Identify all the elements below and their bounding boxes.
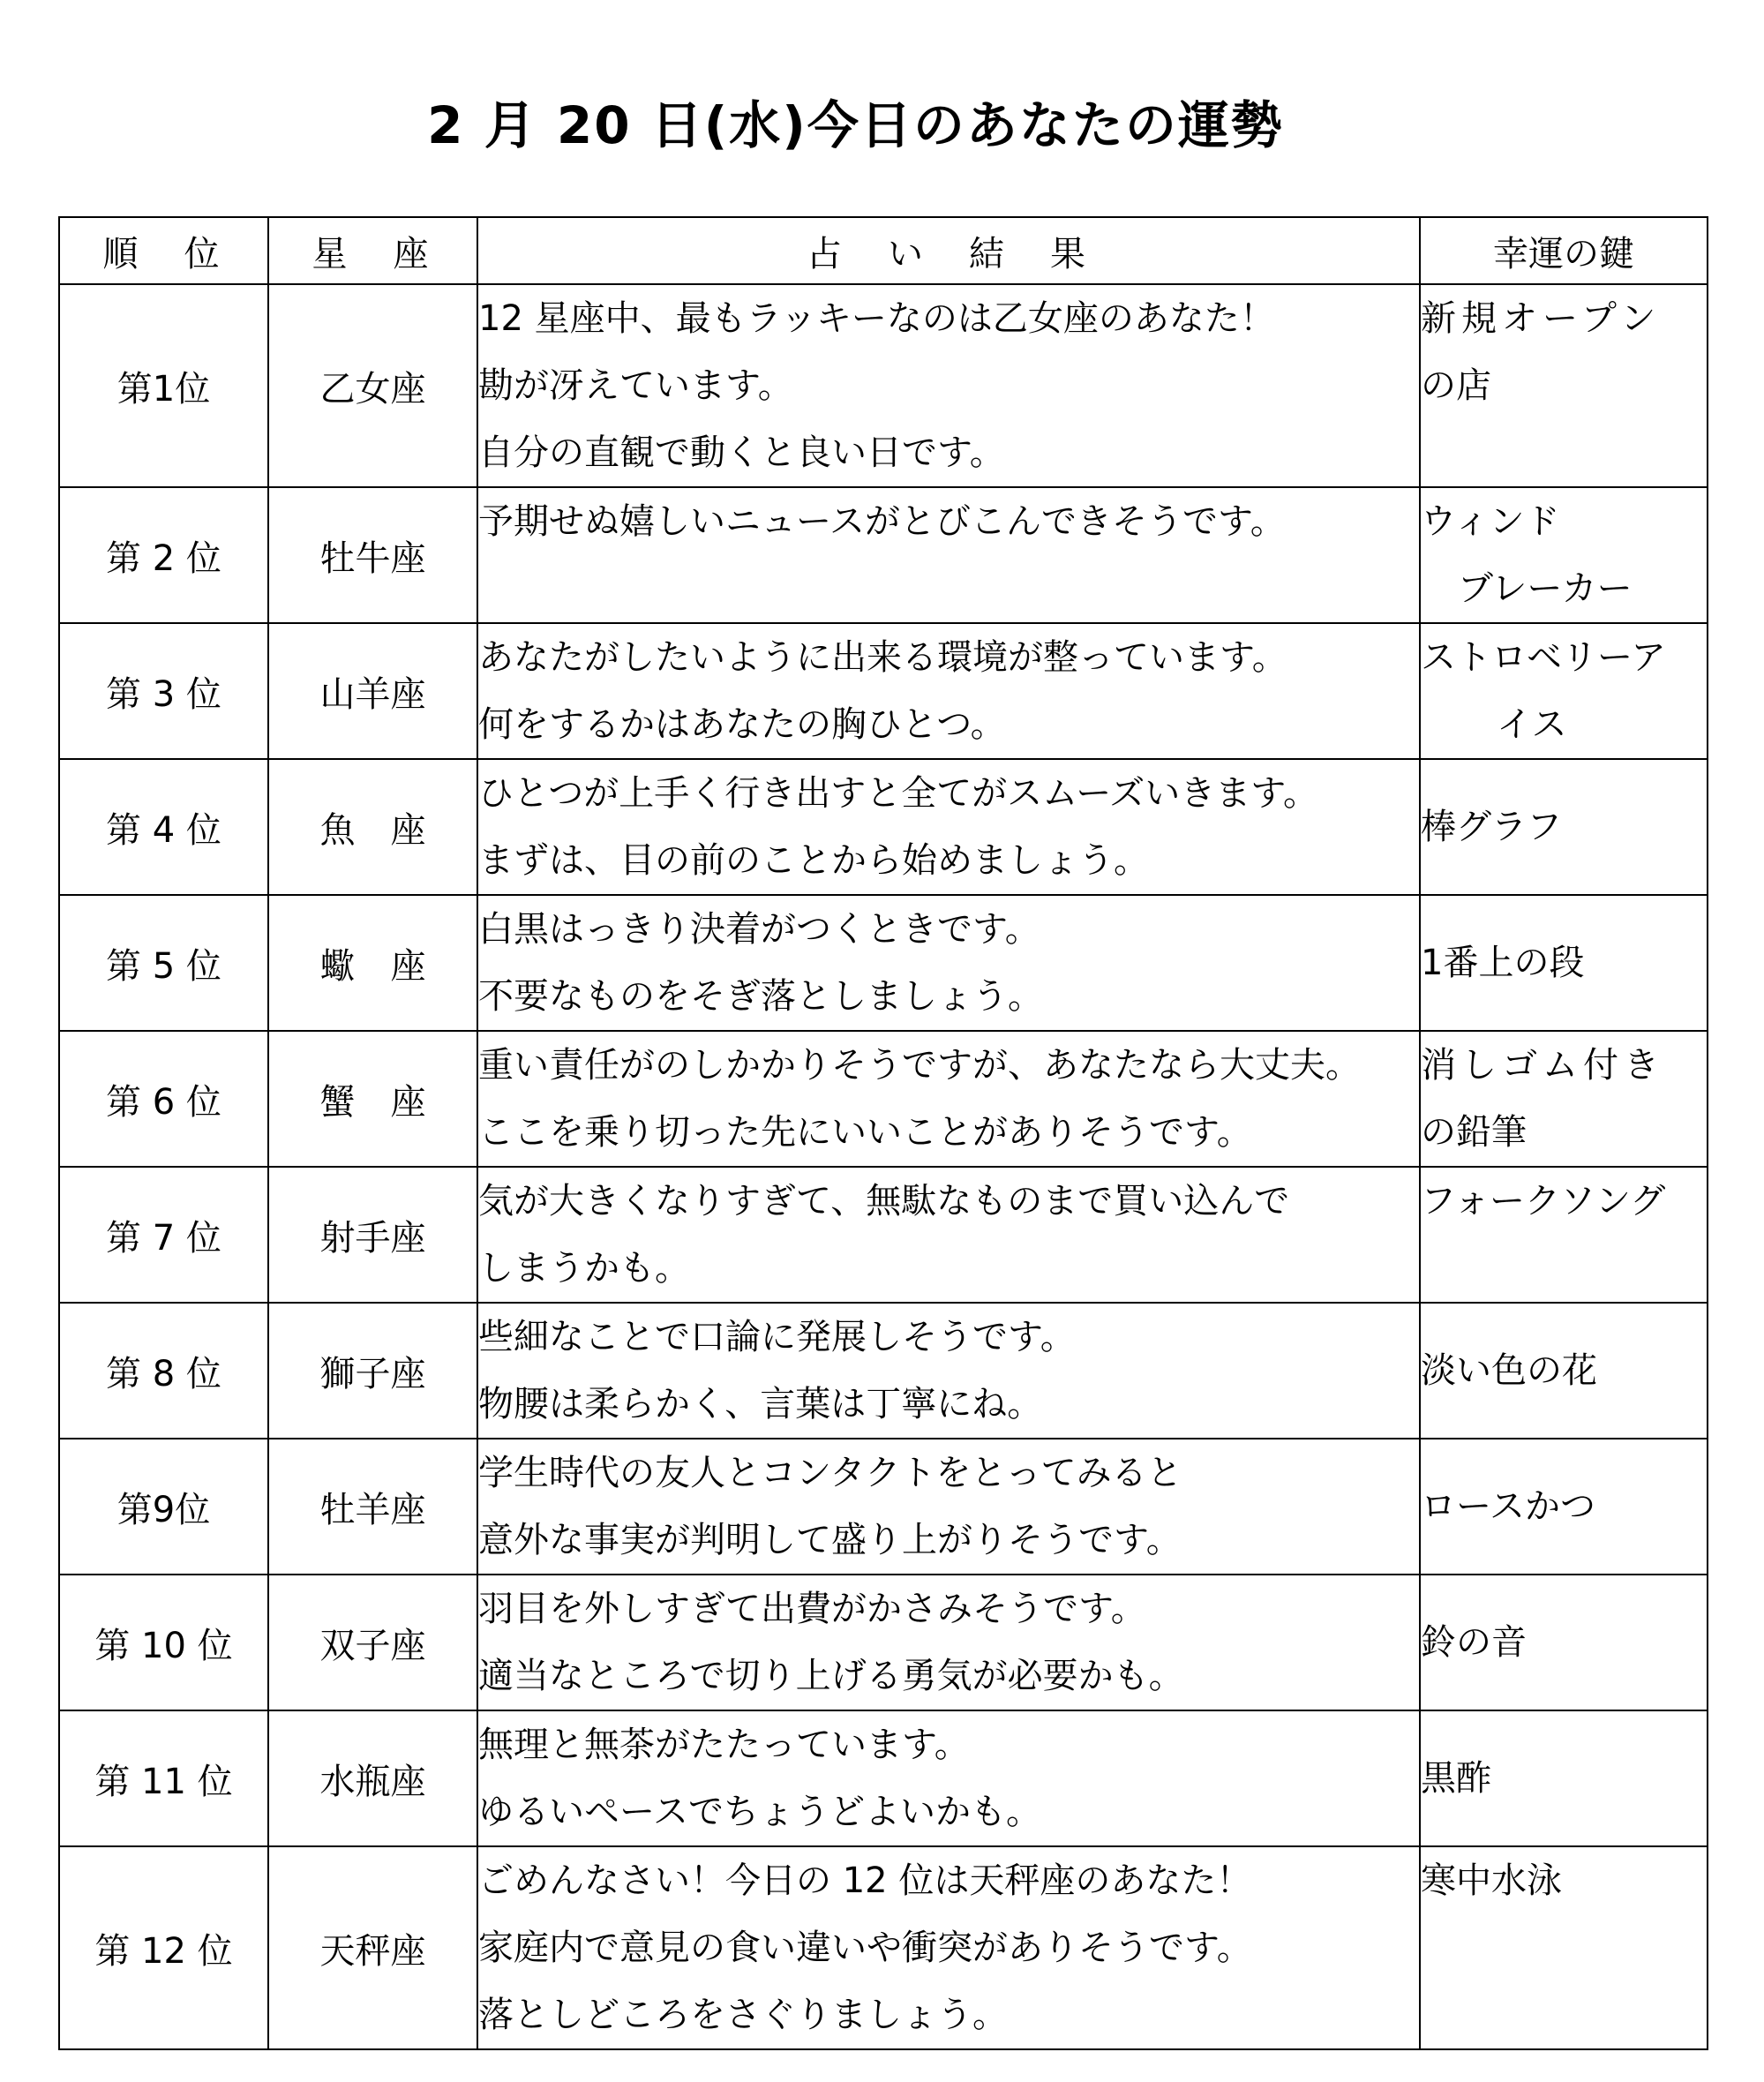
lucky-key-text: 寒中水泳 bbox=[1421, 1860, 1562, 1901]
rank-cell: 第 7 位 bbox=[59, 1167, 268, 1303]
sign-cell: 天秤座 bbox=[268, 1846, 477, 2049]
lucky-key-cell bbox=[1420, 1439, 1708, 1575]
sign-cell: 蠍 座 bbox=[268, 895, 477, 1031]
table-row bbox=[59, 1031, 1708, 1167]
table-row bbox=[59, 623, 1708, 759]
lucky-key-text: の鉛筆 bbox=[1421, 1112, 1527, 1153]
lucky-key-text: フォークソング bbox=[1421, 1181, 1666, 1221]
result-line: 自分の直観で動くと良い日です。 bbox=[478, 432, 1005, 473]
result-line: 家庭内で意見の食い違いや衝突がありそうです。 bbox=[478, 1928, 1252, 1968]
sign-cell: 蟹 座 bbox=[268, 1031, 477, 1167]
result-cell bbox=[477, 487, 1420, 623]
page-title: 2 月 20 日(水)今日のあなたの運勢 bbox=[427, 94, 1284, 155]
lucky-key-text: 1番上の段 bbox=[1421, 943, 1585, 983]
lucky-key-cell bbox=[1420, 1846, 1708, 2049]
header-result: 占 い 結 果 bbox=[477, 217, 1420, 284]
table-row bbox=[59, 284, 1708, 487]
table-row bbox=[59, 487, 1708, 623]
lucky-key-text: ブレーカー bbox=[1458, 568, 1633, 609]
result-cell bbox=[477, 623, 1420, 759]
lucky-key-cell bbox=[1420, 759, 1708, 895]
rank-cell: 第 12 位 bbox=[59, 1846, 268, 2049]
result-cell bbox=[477, 1439, 1420, 1575]
result-cell bbox=[477, 1575, 1420, 1710]
rank-cell: 第 8 位 bbox=[59, 1303, 268, 1439]
result-cell bbox=[477, 1846, 1420, 2049]
lucky-key-text: 新規オープン bbox=[1421, 298, 1662, 339]
rank-cell: 第 2 位 bbox=[59, 487, 268, 623]
rank-cell: 第 4 位 bbox=[59, 759, 268, 895]
rank-cell: 第 3 位 bbox=[59, 623, 268, 759]
lucky-key-text: 黒酢 bbox=[1421, 1758, 1491, 1799]
result-line: 学生時代の友人とコンタクトをとってみると bbox=[478, 1453, 1182, 1493]
header-rank: 順 位 bbox=[59, 217, 268, 284]
result-line: 何をするかはあなたの胸ひとつ。 bbox=[478, 704, 1006, 745]
lucky-key-text: の店 bbox=[1421, 365, 1491, 406]
result-cell bbox=[477, 1303, 1420, 1439]
rank-cell: 第 5 位 bbox=[59, 895, 268, 1031]
table-row bbox=[59, 1846, 1708, 2049]
lucky-key-cell bbox=[1420, 487, 1708, 623]
result-line: 12 星座中、最もラッキーなのは乙女座のあなた！ bbox=[478, 298, 1275, 339]
result-line: ここを乗り切った先にいいことがありそうです。 bbox=[478, 1112, 1252, 1153]
result-line: 予期せぬ嬉しいニュースがとびこんできそうです。 bbox=[478, 501, 1286, 542]
result-line: 落としどころをさぐりましょう。 bbox=[478, 1995, 1008, 2035]
fortune-ranking-table bbox=[58, 216, 1708, 2050]
header-sign: 星 座 bbox=[268, 217, 477, 284]
result-line: ゆるいペースでちょうどよいかも。 bbox=[478, 1792, 1041, 1832]
table-header-row bbox=[59, 217, 1708, 284]
rank-cell: 第9位 bbox=[59, 1439, 268, 1575]
lucky-key-text: 消しゴム付き bbox=[1421, 1045, 1664, 1086]
result-cell bbox=[477, 1031, 1420, 1167]
result-line: ひとつが上手く行き出すと全てがスムーズいきます。 bbox=[478, 773, 1318, 814]
result-line: 白黒はっきり決着がつくときです。 bbox=[478, 909, 1040, 950]
result-line: 適当なところで切り上げる勇気が必要かも。 bbox=[478, 1656, 1184, 1696]
sign-cell: 獅子座 bbox=[268, 1303, 477, 1439]
lucky-key-cell bbox=[1420, 623, 1708, 759]
table-row bbox=[59, 1575, 1708, 1710]
lucky-key-text: 淡い色の花 bbox=[1421, 1350, 1597, 1391]
header-lucky-key: 幸運の鍵 bbox=[1420, 217, 1708, 284]
result-line: 意外な事実が判明して盛り上がりそうです。 bbox=[478, 1520, 1182, 1560]
lucky-key-text: ストロベリーア bbox=[1421, 637, 1666, 678]
result-cell bbox=[477, 759, 1420, 895]
result-line: あなたがしたいように出来る環境が整っています。 bbox=[478, 637, 1287, 678]
result-cell bbox=[477, 1167, 1420, 1303]
sign-cell: 水瓶座 bbox=[268, 1710, 477, 1846]
sign-cell: 乙女座 bbox=[268, 284, 477, 487]
sign-cell: 牡牛座 bbox=[268, 487, 477, 623]
sign-cell: 双子座 bbox=[268, 1575, 477, 1710]
lucky-key-text: 棒グラフ bbox=[1421, 807, 1562, 847]
rank-cell: 第1位 bbox=[59, 284, 268, 487]
result-cell bbox=[477, 284, 1420, 487]
rank-cell: 第 11 位 bbox=[59, 1710, 268, 1846]
table-row bbox=[59, 1167, 1708, 1303]
sign-cell: 射手座 bbox=[268, 1167, 477, 1303]
rank-cell: 第 6 位 bbox=[59, 1031, 268, 1167]
lucky-key-text: 鈴の音 bbox=[1421, 1622, 1527, 1663]
rank-cell: 第 10 位 bbox=[59, 1575, 268, 1710]
table-row bbox=[59, 1439, 1708, 1575]
result-line: まずは、目の前のことから始めましょう。 bbox=[478, 840, 1149, 881]
result-line: ごめんなさい！今日の 12 位は天秤座のあなた！ bbox=[478, 1860, 1252, 1901]
lucky-key-text: ウィンド bbox=[1421, 501, 1560, 542]
result-line: 気が大きくなりすぎて、無駄なものまで買い込んで bbox=[478, 1181, 1290, 1221]
lucky-key-cell bbox=[1420, 1303, 1708, 1439]
lucky-key-cell bbox=[1420, 1710, 1708, 1846]
lucky-key-cell bbox=[1420, 284, 1708, 487]
lucky-key-text: イス bbox=[1497, 704, 1567, 745]
lucky-key-text: ロースかつ bbox=[1421, 1486, 1595, 1527]
result-line: 勘が冴えています。 bbox=[478, 365, 793, 406]
result-line: 不要なものをそぎ落としましょう。 bbox=[478, 976, 1043, 1017]
result-line: 無理と無茶がたたっています。 bbox=[478, 1725, 970, 1765]
sign-cell: 牡羊座 bbox=[268, 1439, 477, 1575]
sign-cell: 魚 座 bbox=[268, 759, 477, 895]
result-line: 物腰は柔らかく、言葉は丁寧にね。 bbox=[478, 1384, 1043, 1424]
lucky-key-cell bbox=[1420, 1575, 1708, 1710]
result-line: しまうかも。 bbox=[478, 1248, 690, 1289]
sign-cell: 山羊座 bbox=[268, 623, 477, 759]
lucky-key-cell bbox=[1420, 1031, 1708, 1167]
table-row bbox=[59, 1710, 1708, 1846]
result-line: 重い責任がのしかかりそうですが、あなたなら大丈夫。 bbox=[478, 1045, 1361, 1086]
result-line: 羽目を外しすぎて出費がかさみそうです。 bbox=[478, 1589, 1146, 1629]
result-cell bbox=[477, 1710, 1420, 1846]
lucky-key-cell bbox=[1420, 895, 1708, 1031]
table-row bbox=[59, 895, 1708, 1031]
table-row bbox=[59, 1303, 1708, 1439]
result-line: 些細なことで口論に発展しそうです。 bbox=[478, 1317, 1076, 1357]
result-cell bbox=[477, 895, 1420, 1031]
table-row bbox=[59, 759, 1708, 895]
lucky-key-cell bbox=[1420, 1167, 1708, 1303]
